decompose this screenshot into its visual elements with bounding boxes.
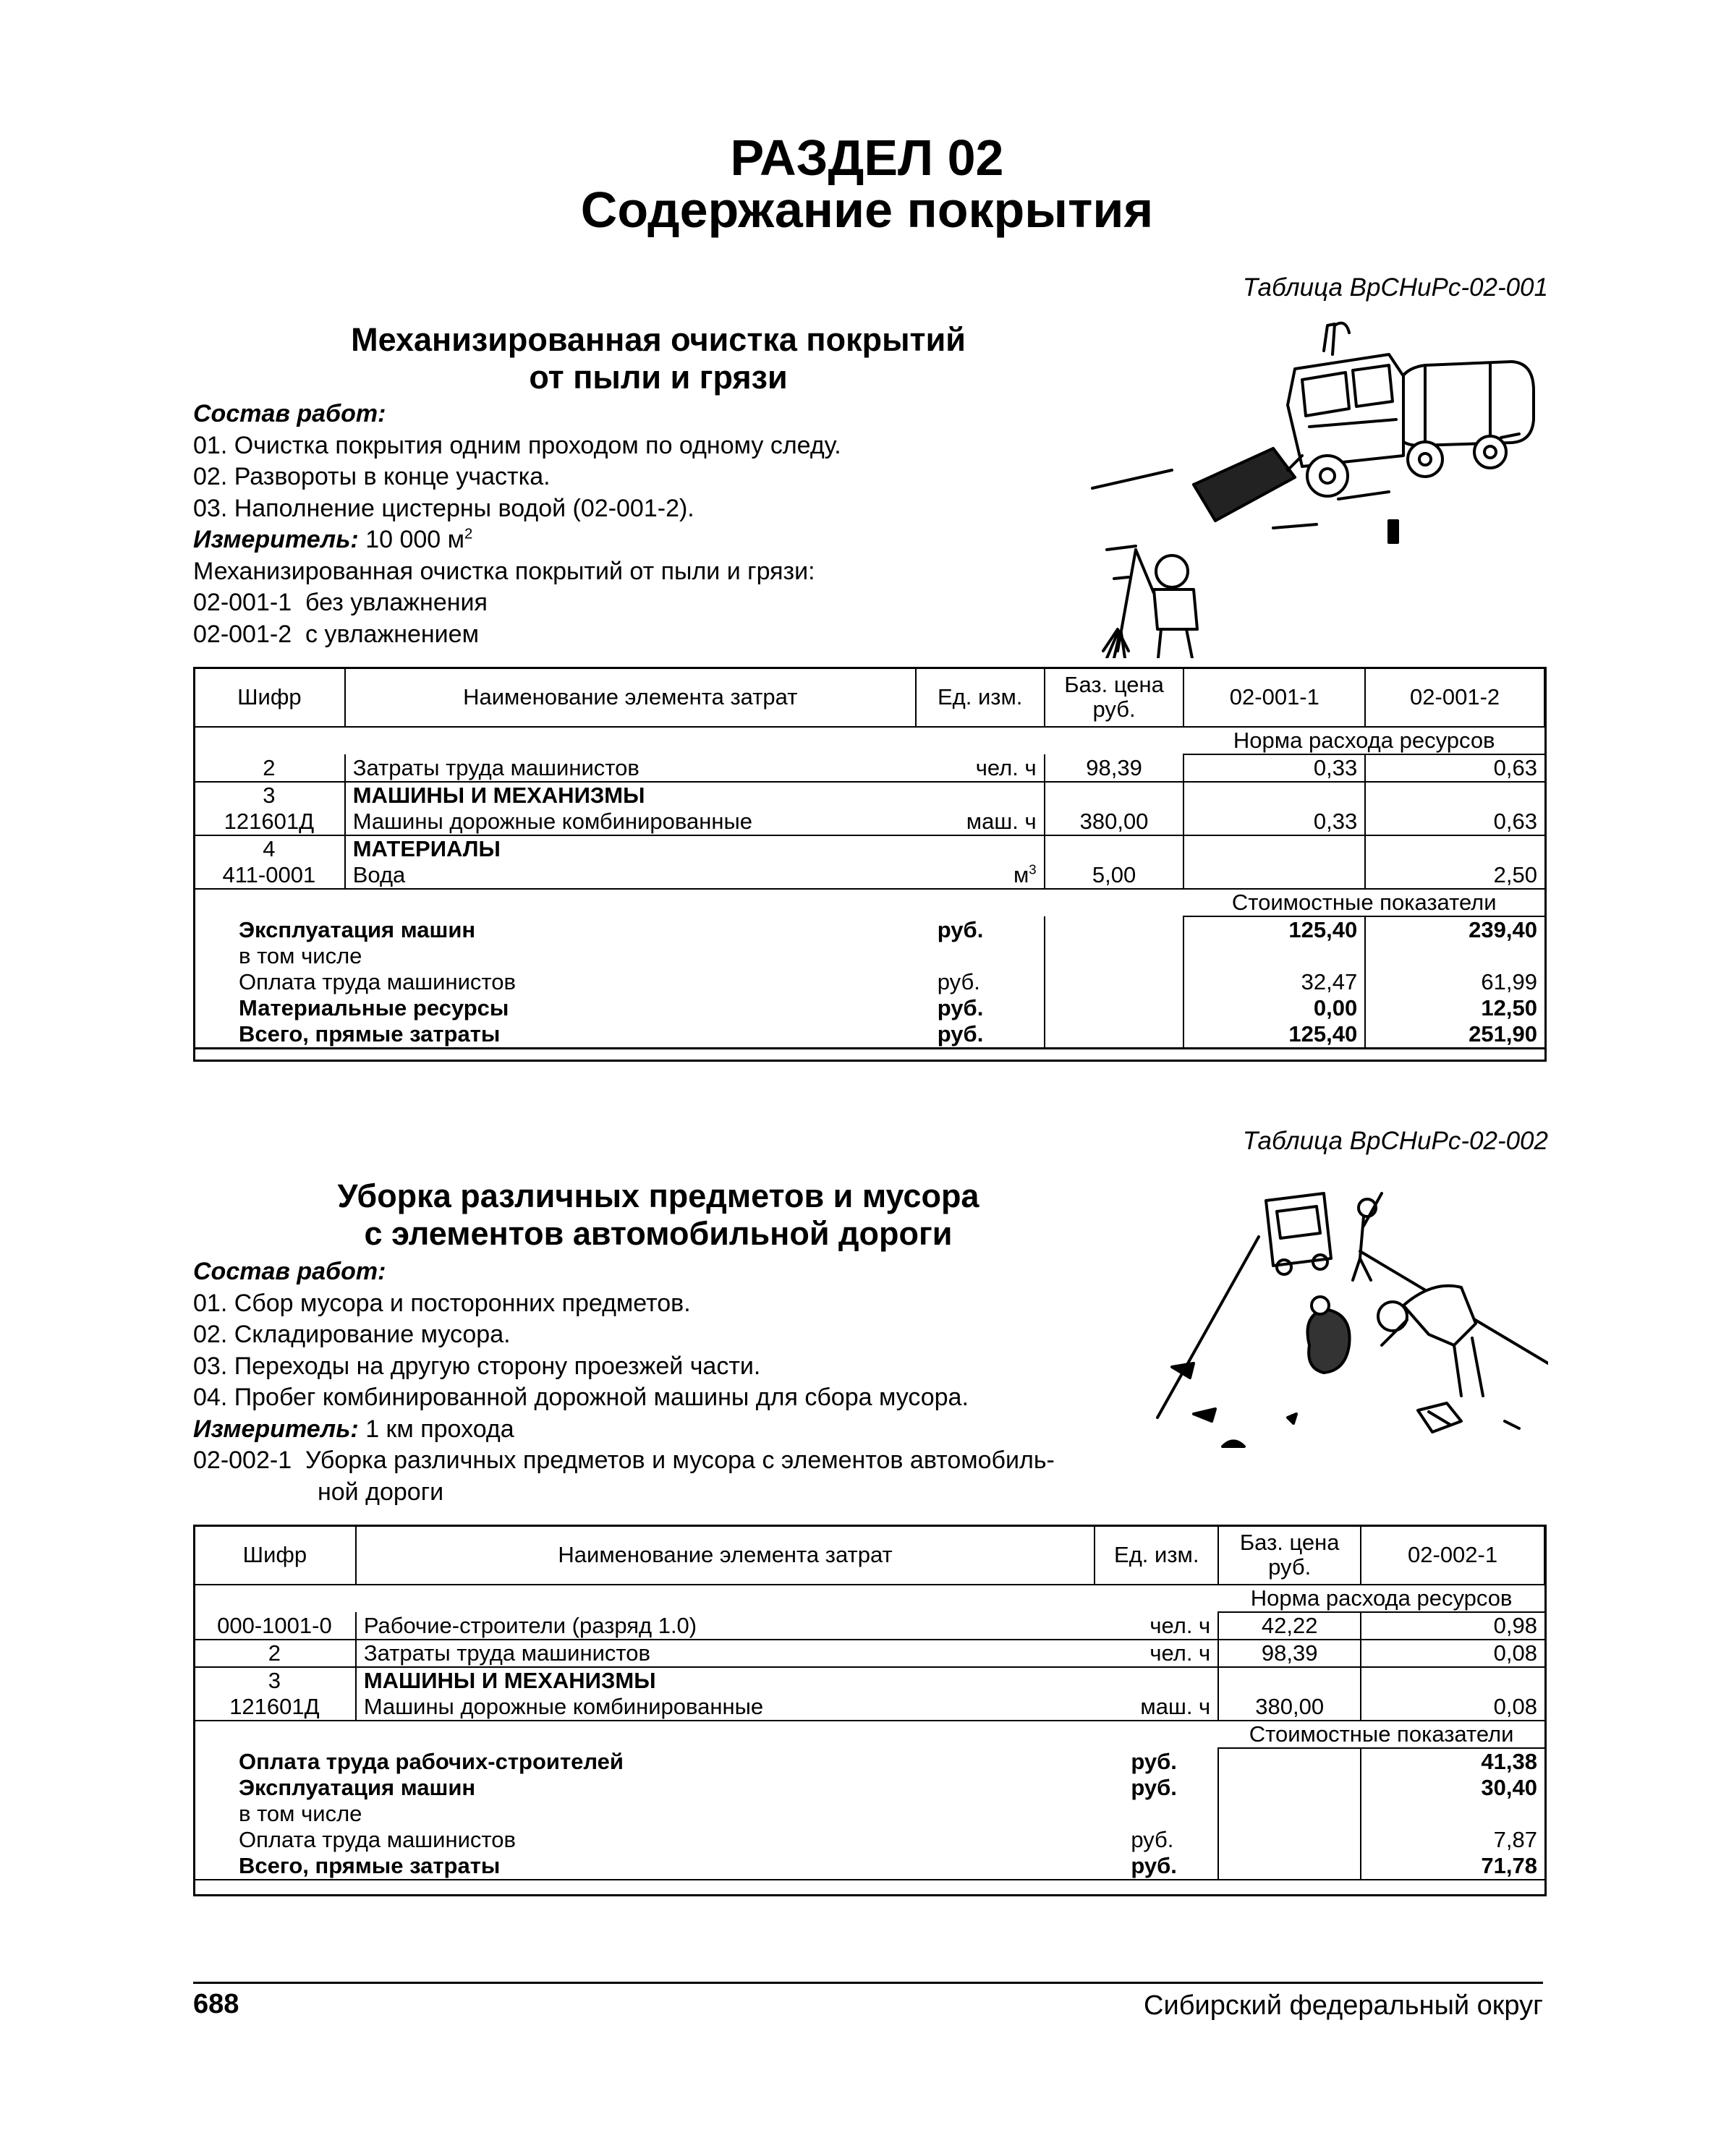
table1-cell-unit: маш. ч [916,809,1045,835]
table1-cost-unit: руб. [916,1021,1045,1049]
table1-header-name: Наименование элемента затрат [345,668,916,727]
table1-cell-name: Затраты труда машинистов [345,754,916,782]
table2-cell-unit: маш. ч [1095,1694,1218,1721]
table2-row [194,1612,1544,1640]
table1-cell-name: Вода [345,862,916,889]
table2-header-unit: Ед. изм. [1095,1525,1218,1585]
table1-cell-v1: 0,33 [1183,809,1365,835]
table1-row [194,782,1544,809]
table2-header-price-line2: руб. [1268,1554,1312,1580]
table1-cost-v2: 61,99 [1365,969,1544,995]
table1-cell-code: 3 [263,783,276,808]
table2-cost-row [194,1775,1544,1801]
table1-composition-item: 01. Очистка покрытия одним проходом по одному следу. [193,431,841,459]
table2-cost-row [194,1748,1544,1775]
table1-cost-v2: 239,40 [1365,916,1544,943]
table1-cost-v1: 0,00 [1183,995,1365,1021]
table2-cell-price: 42,22 [1218,1612,1361,1640]
table2-meter [193,1414,1055,1446]
table1-cell-unit [916,862,1045,889]
table1-norm-label-row [194,727,1544,754]
table2-variant [193,1445,1055,1477]
table2-cell-name: МАШИНЫ И МЕХАНИЗМЫ [356,1667,1095,1694]
table1-composition-item: 03. Наполнение цистерны водой (02-001-2). [193,494,694,522]
table1-composition-item: 02. Развороты в конце участка. [193,463,551,490]
table1-cell-unit: чел. ч [916,754,1045,782]
table2-header-price-line1: Баз. цена [1239,1530,1340,1555]
table1-cost-name: Всего, прямые затраты [194,1021,916,1049]
table2-title [275,1177,1042,1253]
table2-cost-unit: руб. [1131,1775,1177,1800]
table1-cell-price: 380,00 [1045,809,1184,835]
debris-cleanup-illustration [1143,1179,1548,1468]
table2-header-col1: 02-002-1 [1361,1525,1544,1585]
table1-row [194,809,1544,835]
table2-cell-price: 380,00 [1218,1694,1361,1721]
table2-cell-price: 98,39 [1218,1640,1361,1667]
region-name: Сибирский федеральный округ [1144,1990,1543,2021]
table1-cell-name: МАШИНЫ И МЕХАНИЗМЫ [345,782,916,809]
table1-cost-v1: 32,47 [1183,969,1365,995]
table2-grid [193,1525,1545,1880]
table1-cost-v2: 12,50 [1365,995,1544,1021]
table1-header-unit: Ед. изм. [916,668,1045,727]
table1-row [194,835,1544,862]
table2-cell-name: Машины дорожные комбинированные [356,1694,1095,1721]
table2-cell-unit: чел. ч [1095,1612,1218,1640]
table2-cost-name: Оплата труда рабочих-строителей [239,1749,624,1774]
section-title: Содержание покрытия [580,182,1154,238]
table2-info [193,1256,1055,1508]
table2-composition-item: 02. Складирование мусора. [193,1321,511,1348]
table2-cost-v1: 41,38 [1361,1748,1544,1775]
table1-meter-sup: 2 [464,526,473,542]
table1-caption: Таблица ВрСНиРс-02-001 [1242,273,1548,302]
table2-row [194,1694,1544,1721]
table1-cell-v1: 0,33 [1183,754,1365,782]
table2-cost-label: Стоимостные показатели [1218,1721,1544,1748]
road-sweeper-illustration [1085,311,1548,658]
table1-header-col2: 02-001-2 [1365,668,1544,727]
table1-row [194,862,1544,889]
table1-cell-code: 121601Д [194,809,345,835]
table1-header-price-line1: Баз. цена [1064,672,1164,697]
table1-unit-sup: 3 [1029,861,1037,877]
table2-cost-row [194,1801,1544,1827]
table2-cell-name: Рабочие-строители (разряд 1.0) [356,1612,1095,1640]
table1-cost-row [194,943,1544,969]
section-number: РАЗДЕЛ 02 [730,129,1004,186]
table1-cost-name: Оплата труда машинистов [239,969,516,994]
table1-cell-name: МАТЕРИАЛЫ [345,835,916,862]
table2-cost-unit: руб. [1131,1749,1177,1774]
table1-header-price-line2: руб. [1092,696,1136,722]
table1-variant: 02-001-2 с увлажнением [193,620,479,648]
table1-norm-label: Норма расхода ресурсов [1183,727,1544,754]
table1-title [318,321,998,396]
table1-cell-name: Машины дорожные комбинированные [345,809,916,835]
table1-cell-code: 4 [263,836,276,861]
table1-cost-v2: 251,90 [1365,1021,1544,1049]
table1-title-line1: Механизированная очистка покрытий [351,321,966,358]
table2-cost-name: Оплата труда машинистов [239,1827,516,1852]
table2-cell-code: 2 [194,1640,356,1667]
table2-meter-label: Измеритель: [193,1415,359,1443]
table2-meter-value: 1 км прохода [365,1415,514,1443]
table2-cost-v1: 7,87 [1361,1827,1544,1853]
table2-header-price [1218,1525,1361,1585]
table2-cost-name: Эксплуатация машин [239,1775,476,1800]
table2-cell-v1: 0,08 [1361,1640,1544,1667]
page-number: 688 [193,1989,239,2019]
table1-meter-value: 10 000 м [365,526,465,553]
table2-cost-label-row [194,1721,1544,1748]
table1-cost-unit: руб. [937,917,984,942]
table2-cell-v1: 0,98 [1361,1612,1544,1640]
table1-cell-price: 5,00 [1045,862,1184,889]
table2-cell-code: 3 [268,1668,281,1693]
table2-header-row [194,1525,1544,1585]
table2-cell-name: Затраты труда машинистов [356,1640,1095,1667]
table1-meter [193,524,841,556]
table2-header-name: Наименование элемента затрат [356,1525,1095,1585]
table1-cost-label-row [194,889,1544,916]
table1-meter-label: Измеритель: [193,526,359,553]
table2-norm-label-row [194,1585,1544,1612]
table1-header-row [194,668,1544,727]
table1-cost-name: Материальные ресурсы [239,995,509,1021]
table2-norm-label: Норма расхода ресурсов [1218,1585,1544,1612]
table2-cell-v1: 0,08 [1361,1694,1544,1721]
table2-caption: Таблица ВрСНиРс-02-002 [1242,1127,1548,1155]
table1-cost-v1: 125,40 [1183,1021,1365,1049]
table2-variant-text: Уборка различных предметов и мусора с элементов автомобиль- [305,1446,1055,1474]
table2-header-code: Шифр [194,1525,356,1585]
table2-variant-code: 02-002-1 [193,1446,292,1474]
table2-cost-row [194,1853,1544,1880]
table2-composition-item: 01. Сбор мусора и посторонних предметов. [193,1289,691,1317]
table2-title-line2: с элементов автомобильной дороги [364,1215,953,1252]
table1-cell-code: 2 [194,754,345,782]
table2-cost-v1: 71,78 [1361,1853,1544,1880]
table1-composition-label: Состав работ: [193,400,386,427]
table1-cost-row [194,995,1544,1021]
table2-composition-item: 03. Переходы на другую сторону проезжей части. [193,1352,761,1380]
table1-header-col1: 02-001-1 [1183,668,1365,727]
footer-divider [193,1982,1543,1984]
table1-cost-name: Эксплуатация машин [239,917,476,942]
table1-cost-row [194,1021,1544,1049]
table1-row [194,754,1544,782]
table2-composition-label: Состав работ: [193,1258,386,1285]
table1-cost-v1: 125,40 [1183,916,1365,943]
table2-cost-v1: 30,40 [1361,1775,1544,1801]
table1-cost-row [194,916,1544,943]
table1-cell-price: 98,39 [1045,754,1184,782]
table1-cost-label: Стоимостные показатели [1183,889,1544,916]
table2-row [194,1667,1544,1694]
table2-cost-row [194,1827,1544,1853]
table1-cost-unit: руб. [937,995,984,1021]
table1-header-code: Шифр [194,668,345,727]
table2-cost-name: Всего, прямые затраты [194,1853,1095,1880]
table1-cost-row [194,969,1544,995]
table1-cell-v2: 2,50 [1365,862,1544,889]
table1-cost-unit: руб. [937,969,980,994]
table1-cell-v2: 0,63 [1365,754,1544,782]
table2-title-line1: Уборка различных предметов и мусора [337,1177,979,1214]
table1-cell-v1 [1183,862,1365,889]
table1-cell-v2: 0,63 [1365,809,1544,835]
table1-title-line2: от пыли и грязи [529,359,788,396]
table1-header-price [1045,668,1184,727]
table1-cost-name: в том числе [239,943,362,968]
table2-cost-name: в том числе [239,1801,362,1826]
table1-unit-text: м [1013,862,1029,887]
table2-cell-unit: чел. ч [1095,1640,1218,1667]
table1-cell-code: 411-0001 [194,862,345,889]
table1-info [193,399,841,650]
table2-composition-item: 04. Пробег комбинированной дорожной машины для сбора мусора. [193,1384,969,1411]
table2-variant-continuation: ной дороги [318,1478,444,1506]
table2-cell-code: 000-1001-0 [194,1612,356,1640]
table2-cell-code: 121601Д [194,1694,356,1721]
table1-variant: 02-001-1 без увлажнения [193,589,488,616]
table2-row [194,1640,1544,1667]
table1-description: Механизированная очистка покрытий от пыли и грязи: [193,557,815,585]
table2-cost-unit: руб. [1095,1853,1218,1880]
table1-grid [193,667,1545,1049]
table2-cost-unit: руб. [1131,1827,1174,1852]
